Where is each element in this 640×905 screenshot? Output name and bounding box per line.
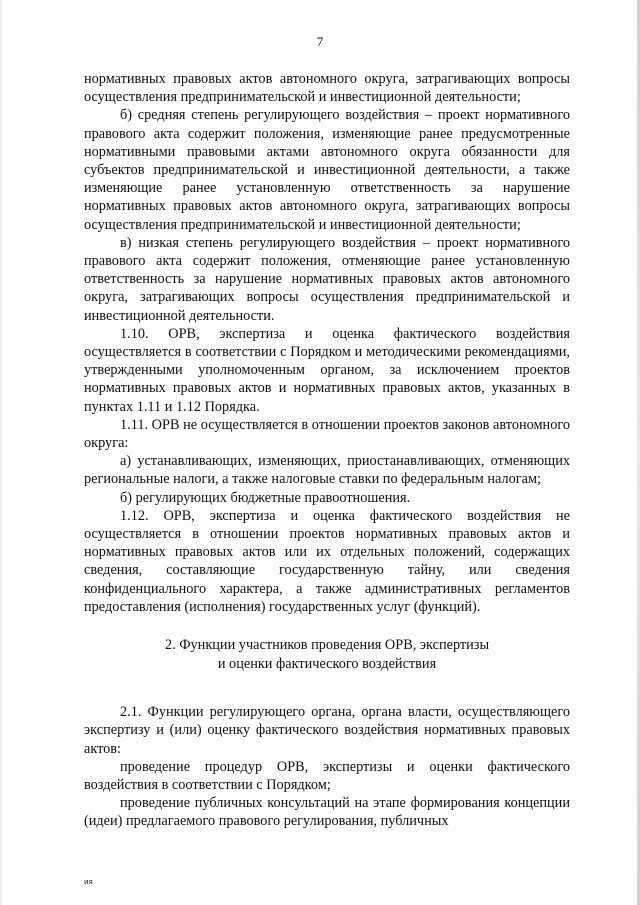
paragraph-1-12: 1.12. ОРВ, экспертиза и оценка фактического воздействия не осуществляется в отношении проектов нормативных правовых актов и нормативных правовых актов или их отдельных положений, содержащих сведения, составляющие государственную тайну, или сведения конфиденциального характера, а также административных регламентов предоставления (исполнения) государственных услуг (функций). (84, 507, 570, 615)
footer-mark: ия (84, 878, 93, 886)
page-number: 7 (316, 34, 324, 49)
paragraph-1-11: 1.11. ОРВ не осуществляется в отношении проектов законов автономного округа: (84, 416, 570, 452)
section-heading-line2: и оценки фактического воздействия (217, 655, 437, 672)
paragraph-continuation: нормативных правовых актов автономного округа, затрагивающих вопросы осуществления предпринимательской и инвестиционной деятельности; (84, 71, 570, 106)
paragraph-2-1-item-1: проведение процедур ОРВ, экспертизы и оценки фактического воздействия в соответствии с Порядком; (84, 758, 570, 793)
scan-edge-left (0, 0, 2, 905)
section-heading-line1: 2. Функции участников проведения ОРВ, экспертизы (164, 637, 490, 654)
paragraph-2-1: 2.1. Функции регулирующего органа, органа власти, осуществляющего экспертизу и (или) оценку фактического воздействия нормативных правовых актов: (84, 704, 570, 757)
paragraph-item-v: в) низкая степень регулирующего воздействия – проект нормативного правового акта содержит положения, отменяющие ранее установленную ответственность за нарушение нормативных правовых актов автономного округа, затрагивающих вопросы осуществления предпринимательской и инвестиционной деятельности. (84, 234, 570, 324)
document-body (84, 70, 570, 831)
paragraph-2-1-item-2: проведение публичных консультаций на этапе формирования концепции (идеи) предлагаемого правового регулирования, публичных (84, 795, 570, 830)
paragraph-1-10: 1.10. ОРВ, экспертиза и оценка фактического воздействия осуществляется в соответствии с Порядком и методическими рекомендациями, утвержденными уполномоченным органом, за исключением проектов нормативных правовых актов и нормативных правовых актов, указанных в пунктах 1.11 и 1.12 Порядка. (84, 325, 570, 415)
paragraph-1-11-b: б) регулирующих бюджетные правоотношения. (120, 489, 411, 506)
paragraph-1-11-a: а) устанавливающих, изменяющих, приостанавливающих, отменяющих региональные налоги, а также налоговые ставки по федеральным налогам; (84, 453, 570, 488)
section-heading (84, 636, 570, 673)
paragraph-item-b: б) средняя степень регулирующего воздействия – проект нормативного правового акта содержит положения, изменяющие ранее предусмотренные нормативными правовыми актами автономного округа обязанности для субъектов предпринимательской и инвестиционной деятельности, а также изменяющие ранее установленную ответственность за нарушение нормативных правовых актов автономного округа, затрагивающих вопросы осуществления предпринимательской и инвестиционной деятельности; (84, 107, 570, 233)
